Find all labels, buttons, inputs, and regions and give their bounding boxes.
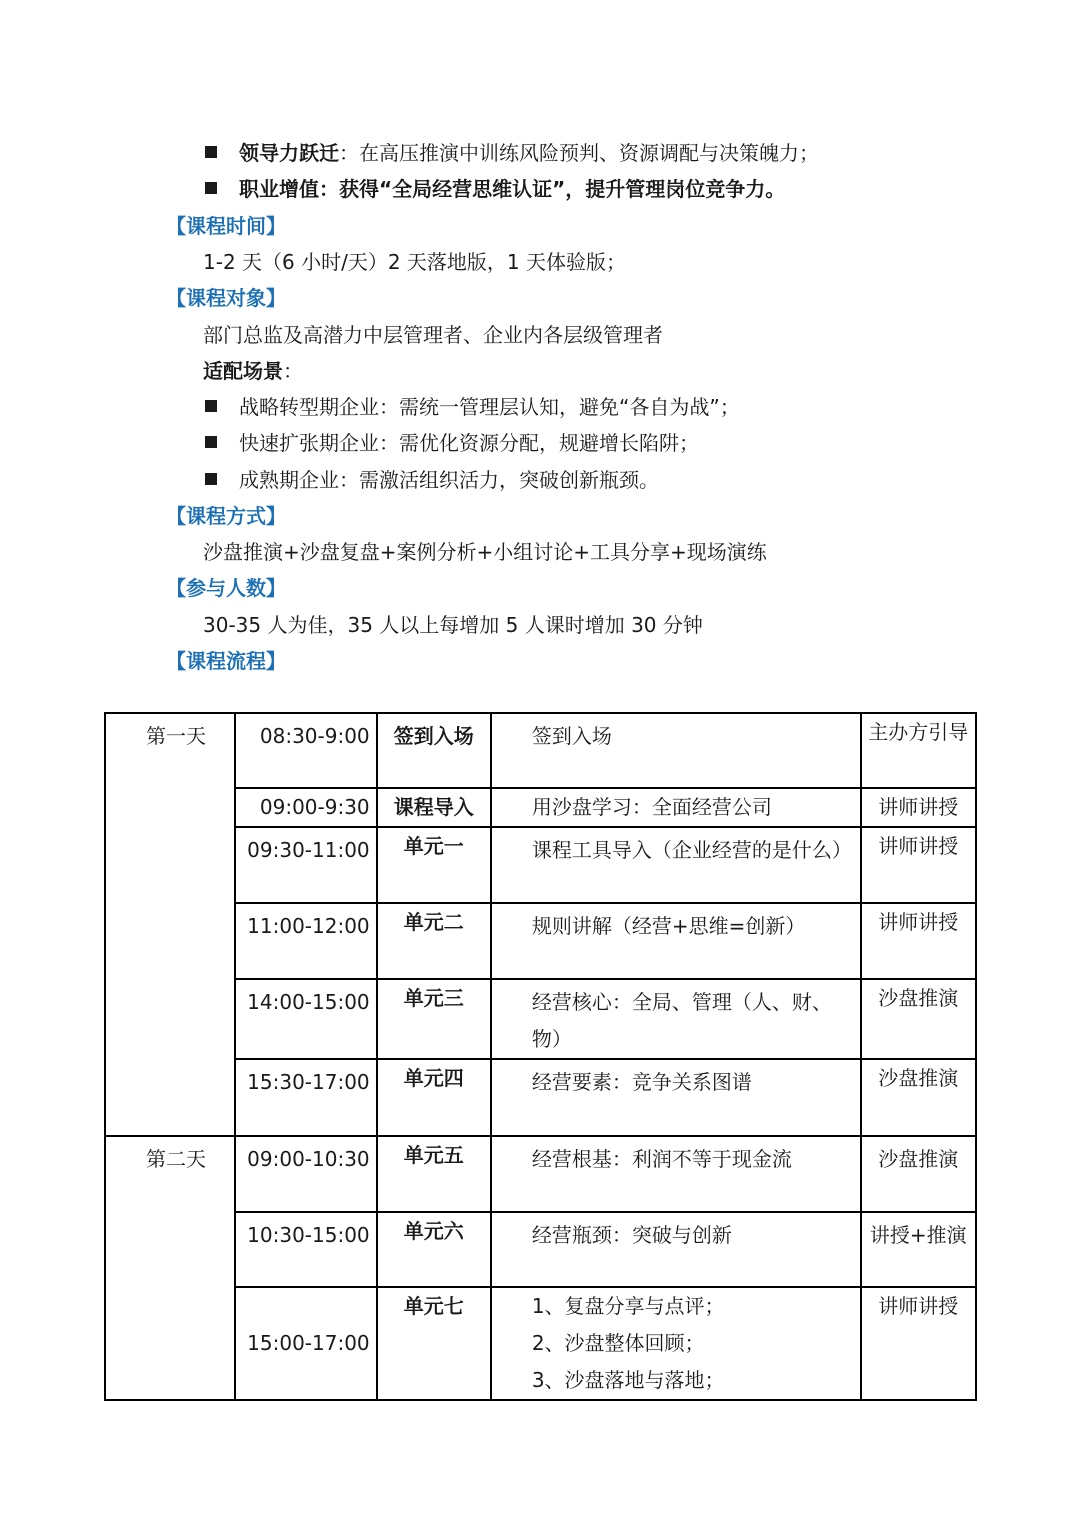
benefit-item [205, 175, 785, 203]
method-cell: 沙盘推演 [861, 1136, 976, 1212]
schedule-table [104, 712, 977, 1401]
benefit-text: 在高压推演中训练风险预判、资源调配与决策魄力； [359, 141, 819, 165]
day-cell: 第一天 [105, 713, 235, 1136]
method-cell: 沙盘推演 [861, 979, 976, 1059]
table-row [105, 979, 976, 1059]
content-cell: 经营根基：利润不等于现金流 [491, 1136, 861, 1212]
square-bullet-icon [205, 146, 217, 158]
method-cell: 讲授+推演 [861, 1212, 976, 1287]
section-heading-flow: 【课程流程】 [166, 649, 286, 673]
square-bullet-icon [205, 436, 217, 448]
method-cell: 沙盘推演 [861, 1059, 976, 1136]
table-row [105, 903, 976, 979]
table-row [105, 1059, 976, 1136]
section-heading-audience: 【课程对象】 [166, 286, 286, 310]
content-line: 2、沙盘整体回顾； [531, 1331, 705, 1355]
method-cell: 讲师讲授 [861, 903, 976, 979]
time-cell: 09:00-10:30 [235, 1136, 377, 1212]
time-cell: 08:30-9:00 [235, 713, 377, 788]
table-row [105, 1212, 976, 1287]
content-line: 1、复盘分享与点评； [531, 1294, 725, 1318]
unit-cell: 课程导入 [377, 788, 491, 827]
content-line: 3、沙盘落地与落地； [531, 1368, 725, 1392]
scenario-item [205, 429, 699, 457]
content-cell: 课程工具导入（企业经营的是什么） [491, 827, 861, 903]
table-row [105, 1136, 976, 1212]
time-cell: 11:00-12:00 [235, 903, 377, 979]
scenario-label: 适配场景 [203, 359, 283, 383]
table-row [105, 827, 976, 903]
method-cell: 主办方引导 [861, 713, 976, 788]
unit-cell: 单元二 [377, 903, 491, 979]
content-cell: 规则讲解（经营+思维=创新） [491, 903, 861, 979]
time-cell: 09:00-9:30 [235, 788, 377, 827]
content-cell [491, 1287, 861, 1400]
scenario-item [205, 466, 659, 494]
table-row [105, 788, 976, 827]
section-heading-time: 【课程时间】 [166, 214, 286, 238]
time-text: 1-2 天（6 小时/天）2 天落地版，1 天体验版； [203, 250, 627, 274]
table-row [105, 1287, 976, 1400]
content-cell: 经营核心：全局、管理（人、财、物） [491, 979, 861, 1059]
time-cell: 14:00-15:00 [235, 979, 377, 1059]
time-cell: 15:00-17:00 [235, 1287, 377, 1400]
method-text: 沙盘推演+沙盘复盘+案例分析+小组讨论+工具分享+现场演练 [203, 540, 767, 564]
content-cell: 经营要素：竞争关系图谱 [491, 1059, 861, 1136]
table-row [105, 713, 976, 788]
unit-cell: 单元三 [377, 979, 491, 1059]
content-cell: 用沙盘学习：全面经营公司 [491, 788, 861, 827]
section-heading-method: 【课程方式】 [166, 504, 286, 528]
time-cell: 15:30-17:00 [235, 1059, 377, 1136]
time-cell: 09:30-11:00 [235, 827, 377, 903]
day-cell: 第二天 [105, 1136, 235, 1400]
method-cell: 讲师讲授 [861, 788, 976, 827]
scenario-text: 战略转型期企业：需统一管理层认知，避免“各自为战”； [239, 395, 740, 419]
benefit-label: 领导力跃迁 [239, 141, 339, 165]
scenario-item [205, 393, 740, 421]
unit-cell: 单元四 [377, 1059, 491, 1136]
benefit-label: 职业增值：获得“全局经营思维认证”，提升管理岗位竞争力。 [239, 177, 786, 201]
scenario-label-line [203, 357, 303, 385]
people-text: 30-35 人为佳，35 人以上每增加 5 人课时增加 30 分钟 [203, 613, 703, 637]
square-bullet-icon [205, 400, 217, 412]
unit-cell: 签到入场 [377, 713, 491, 788]
audience-text: 部门总监及高潜力中层管理者、企业内各层级管理者 [203, 323, 663, 347]
content-cell: 签到入场 [491, 713, 861, 788]
unit-cell: 单元七 [377, 1287, 491, 1400]
scenario-text: 快速扩张期企业：需优化资源分配，规避增长陷阱； [239, 431, 699, 455]
method-cell: 讲师讲授 [861, 1287, 976, 1400]
benefit-item [205, 139, 819, 167]
unit-cell: 单元六 [377, 1212, 491, 1287]
square-bullet-icon [205, 473, 217, 485]
method-cell: 讲师讲授 [861, 827, 976, 903]
square-bullet-icon [205, 182, 217, 194]
scenario-colon: ： [283, 359, 303, 383]
benefit-sep: ： [339, 141, 359, 165]
content-cell: 经营瓶颈：突破与创新 [491, 1212, 861, 1287]
unit-cell: 单元一 [377, 827, 491, 903]
unit-cell: 单元五 [377, 1136, 491, 1212]
section-heading-people: 【参与人数】 [166, 576, 286, 600]
time-cell: 10:30-15:00 [235, 1212, 377, 1287]
scenario-text: 成熟期企业：需激活组织活力，突破创新瓶颈。 [239, 468, 659, 492]
